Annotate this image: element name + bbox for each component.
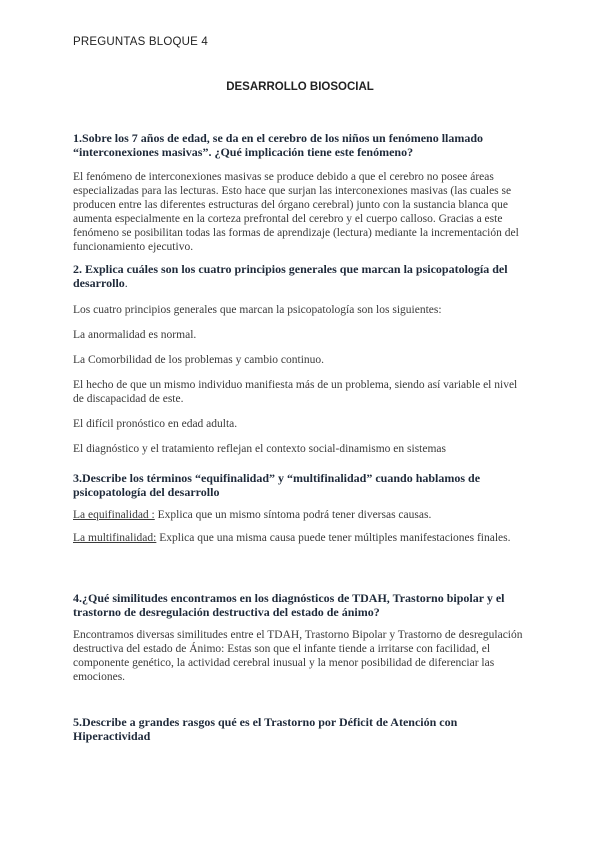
question-5 — [73, 715, 523, 743]
principle-item — [73, 417, 523, 431]
principle-item — [73, 353, 523, 367]
principle-1: La anormalidad es normal. — [73, 329, 197, 341]
principle-3: El hecho de que un mismo individuo manifiesta más de un problema, siendo así variable el nivel de discapacidad de este. — [73, 379, 518, 405]
question-3 — [73, 471, 523, 499]
question-5-text: 5.Describe a grandes rasgos qué es el Trastorno por Déficit de Atención con Hiperactividad — [73, 715, 458, 743]
question-2 — [73, 262, 523, 290]
answer-2-intro-text: Los cuatro principios generales que marcan la psicopatología son los siguientes: — [73, 304, 442, 316]
question-4 — [73, 591, 523, 619]
principle-5: El diagnóstico y el tratamiento reflejan el contexto social-dinamismo en sistemas — [73, 443, 447, 455]
answer-4-text: Encontramos diversas similitudes entre el TDAH, Trastorno Bipolar y Trastorno de desregulación destructiva del estado de Ánimo: Estas son que el infante tiende a irritarse con facilidad, el componente genético, la actividad cerebral inusual y la menor posibilidad de diferenciar las emociones. — [73, 629, 523, 683]
question-1 — [73, 131, 523, 159]
equifinalidad-text: Explica que un mismo síntoma podrá tener diversas causas. — [154, 509, 432, 521]
principle-4: El difícil pronóstico en edad adulta. — [73, 418, 238, 430]
page-header: PREGUNTAS BLOQUE 4 — [73, 36, 209, 48]
answer-1 — [73, 170, 523, 254]
answer-4 — [73, 628, 523, 684]
principle-item — [73, 442, 523, 456]
principle-2: La Comorbilidad de los problemas y cambio continuo. — [73, 354, 325, 366]
answer-2-intro — [73, 303, 523, 317]
equifinalidad-definition — [73, 508, 523, 522]
principle-item — [73, 328, 523, 342]
multifinalidad-term: La multifinalidad: — [73, 532, 157, 544]
question-2-period: . — [124, 276, 128, 290]
equifinalidad-term: La equifinalidad : — [73, 509, 155, 521]
principle-item — [73, 378, 523, 406]
question-4-text: 4.¿Qué similitudes encontramos en los diagnósticos de TDAH, Trastorno bipolar y el trastorno de desregulación destructiva del estado de ánimo? — [73, 591, 505, 619]
multifinalidad-text: Explica que una misma causa puede tener múltiples manifestaciones finales. — [156, 532, 511, 544]
answer-1-text: El fenómeno de interconexiones masivas se produce debido a que el cerebro no posee áreas especializadas para las lecturas. Esto hace que surjan las interconexiones masivas (las cuales se producen entre las diferentes estructuras del órgano cerebral) junto con la sustancia blanca que aumenta especialmente en la corteza prefrontal del cerebro y el cuerpo calloso. Gracias a este fenómeno se posibilitan todas las formas de aprendizaje (lectura) mediante la incrementación del funcionamiento ejecutivo. — [73, 171, 519, 253]
question-2-text — [73, 262, 523, 290]
question-2-bold: 2. Explica cuáles son los cuatro principios generales que marcan la psicopatología del desarrollo — [73, 262, 508, 290]
page-title: DESARROLLO BIOSOCIAL — [226, 81, 374, 93]
question-1-text: 1.Sobre los 7 años de edad, se da en el cerebro de los niños un fenómeno llamado “interconexiones masivas”. ¿Qué implicación tiene este fenómeno? — [73, 131, 484, 159]
multifinalidad-definition — [73, 531, 523, 545]
question-3-text: 3.Describe los términos “equifinalidad” y “multifinalidad” cuando hablamos de psicopatología del desarrollo — [73, 471, 481, 499]
